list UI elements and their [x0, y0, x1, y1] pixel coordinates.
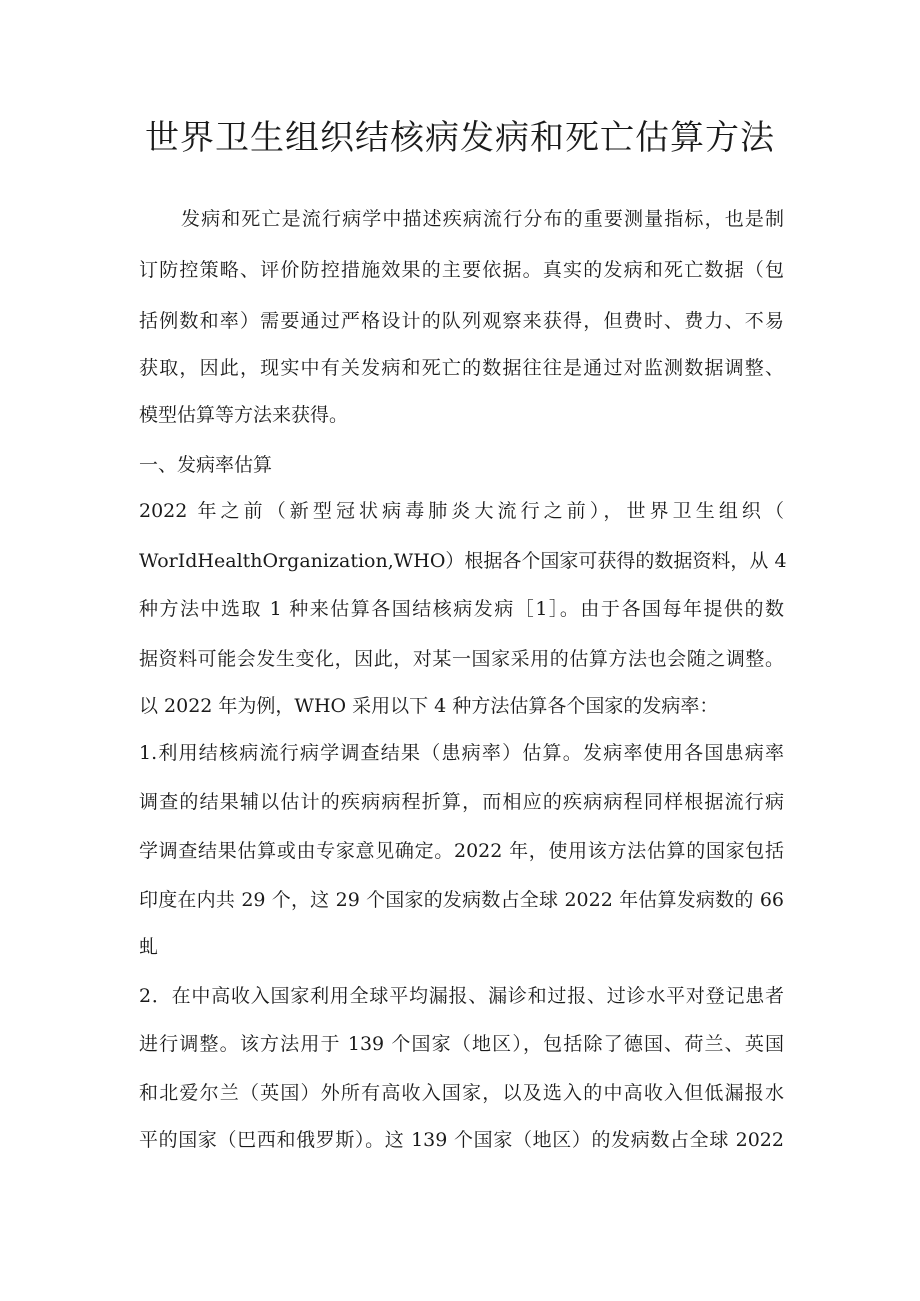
document-title: 世界卫生组织结核病发病和死亡估算方法: [145, 118, 775, 158]
paragraph-line-9: 种方法中选取 1 种来估算各国结核病发病［1］。由于各国每年提供的数: [139, 598, 784, 620]
list-item-2-line-3: 和北爱尔兰（英国）外所有高收入国家，以及选入的中高收入但低漏报水: [139, 1082, 784, 1104]
paragraph-line-5: 模型估算等方法来获得。: [139, 404, 349, 426]
paragraph-line-3: 括例数和率）需要通过严格设计的队列观察来获得，但费时、费力、不易: [139, 310, 784, 332]
paragraph-line-7: 2022 年之前（新型冠状病毒肺炎大流行之前），世界卫生组织（: [139, 500, 784, 522]
list-item-1-line-3: 学调查结果估算或由专家意见确定。2022 年，使用该方法估算的国家包括: [139, 840, 784, 862]
list-item-1-line-1: 1.利用结核病流行病学调查结果（患病率）估算。发病率使用各国患病率: [139, 742, 784, 764]
list-item-2-line-1: 2．在中高收入国家利用全球平均漏报、漏诊和过报、过诊水平对登记患者: [139, 985, 784, 1007]
section-heading: 一、发病率估算: [139, 454, 273, 476]
list-item-1-line-4: 印度在内共 29 个，这 29 个国家的发病数占全球 2022 年估算发病数的 66: [139, 889, 784, 911]
list-item-2-line-2: 进行调整。该方法用于 139 个国家（地区），包括除了德国、荷兰、英国: [139, 1033, 784, 1055]
list-item-1-line-5: 虬: [139, 936, 159, 958]
paragraph-line-1: 发病和死亡是流行病学中描述疾病流行分布的重要测量指标，也是制: [181, 208, 784, 230]
paragraph-line-11: 以 2022 年为例，WHO 采用以下 4 种方法估算各个国家的发病率：: [139, 695, 719, 717]
paragraph-line-8: WorIdHealthOrganization,WHO）根据各个国家可获得的数据资料，从 4: [139, 550, 787, 572]
paragraph-line-4: 获取，因此，现实中有关发病和死亡的数据往往是通过对监测数据调整、: [139, 357, 784, 379]
paragraph-line-2: 订防控策略、评价防控措施效果的主要依据。真实的发病和死亡数据（包: [139, 259, 784, 281]
list-item-1-line-2: 调查的结果辅以估计的疾病病程折算，而相应的疾病病程同样根据流行病: [139, 791, 784, 813]
list-item-2-line-4: 平的国家（巴西和俄罗斯）。这 139 个国家（地区）的发病数占全球 2022: [139, 1129, 784, 1151]
paragraph-line-10: 据资料可能会发生变化，因此，对某一国家采用的估算方法也会随之调整。: [139, 648, 784, 670]
